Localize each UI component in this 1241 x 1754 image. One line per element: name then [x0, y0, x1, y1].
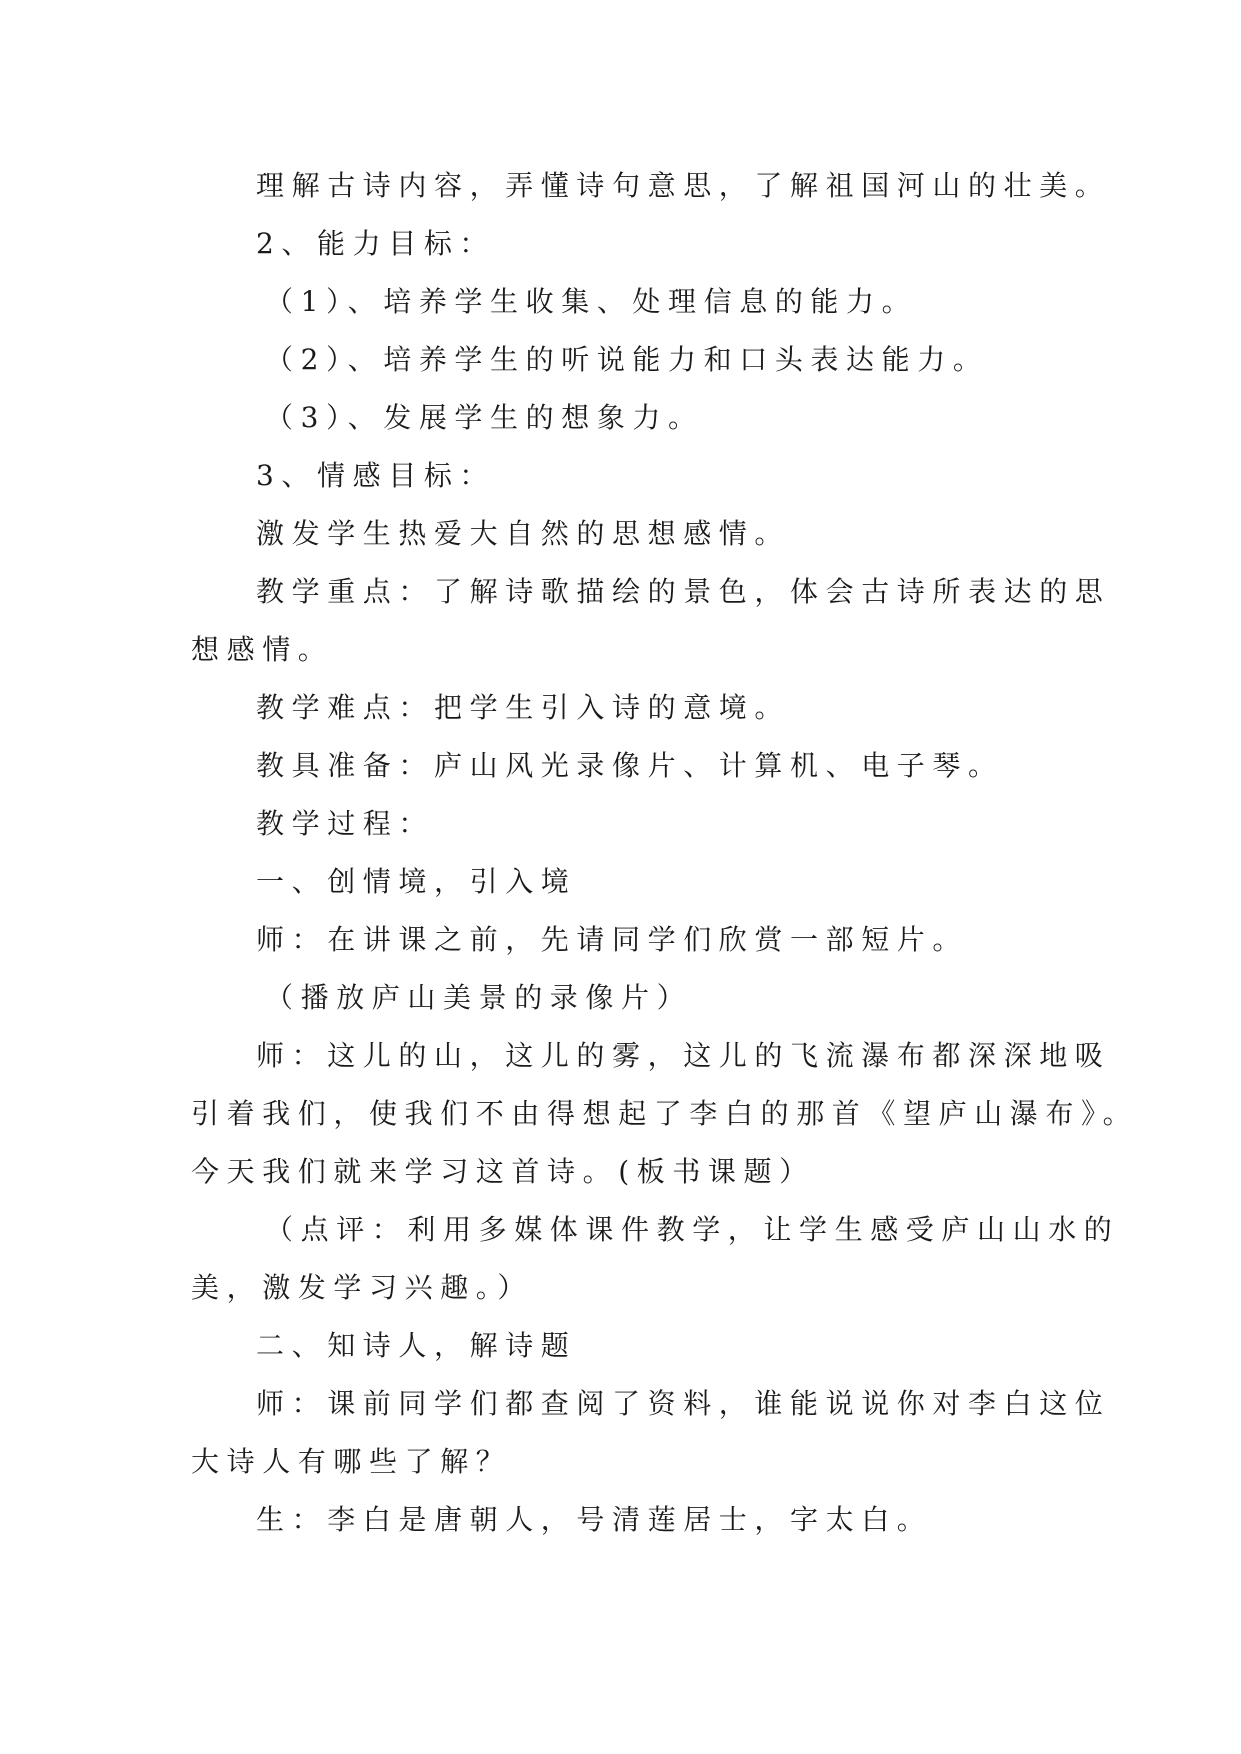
paragraph-line: 教学难点：把学生引入诗的意境。	[256, 691, 791, 724]
paragraph-line: 激发学生热爱大自然的思想感情。	[256, 517, 791, 550]
list-item: （2）、培养学生的听说能力和口头表达能力。	[265, 343, 989, 376]
section-heading: 一、创情境，引入境	[256, 865, 577, 898]
paragraph-line: 师：在讲课之前，先请同学们欣赏一部短片。	[256, 923, 969, 956]
paragraph-line: （点评：利用多媒体课件教学，让学生感受庐山山水的	[265, 1213, 1120, 1246]
paragraph-line: （播放庐山美景的录像片）	[265, 981, 693, 1014]
paragraph-line: 生：李白是唐朝人，号清莲居士，字太白。	[256, 1503, 933, 1536]
section-heading: 3、情感目标：	[256, 459, 496, 492]
paragraph-line: 教学重点：了解诗歌描绘的景色，体会古诗所表达的思	[256, 575, 1111, 608]
paragraph-line: 今天我们就来学习这首诗。(板书课题）	[191, 1155, 815, 1188]
list-item: （3）、发展学生的想象力。	[265, 401, 704, 434]
list-item: （1）、培养学生收集、处理信息的能力。	[265, 285, 918, 318]
section-heading: 教学过程：	[256, 807, 435, 840]
paragraph-line: 引着我们，使我们不由得想起了李白的那首《望庐山瀑布》。	[191, 1097, 1139, 1130]
paragraph-line: 想感情。	[191, 633, 334, 666]
paragraph-line: 大诗人有哪些了解？	[191, 1445, 512, 1478]
paragraph-line: 美，激发学习兴趣。）	[191, 1271, 534, 1304]
paragraph-line: 师：课前同学们都查阅了资料，谁能说说你对李白这位	[256, 1387, 1111, 1420]
paragraph-line: 师：这儿的山，这儿的雾，这儿的飞流瀑布都深深地吸	[256, 1039, 1111, 1072]
paragraph-line: 理解古诗内容，弄懂诗句意思，了解祖国河山的壮美。	[256, 169, 1111, 202]
section-heading: 2、能力目标：	[256, 227, 496, 260]
section-heading: 二、知诗人，解诗题	[256, 1329, 577, 1362]
paragraph-line: 教具准备：庐山风光录像片、计算机、电子琴。	[256, 749, 1004, 782]
